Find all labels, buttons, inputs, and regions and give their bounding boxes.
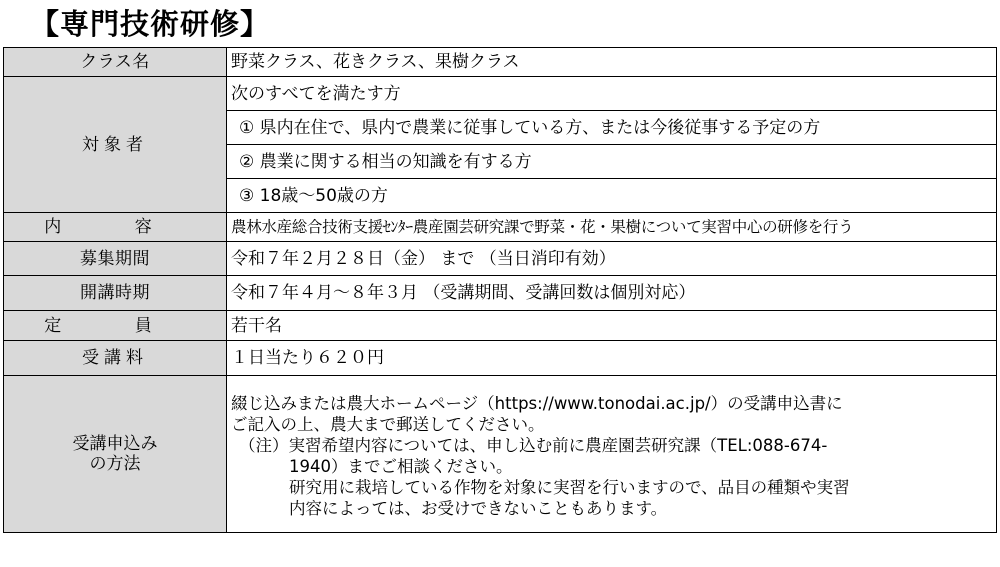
apply-note-line-4: 内容によっては、お受けできないこともあります。 xyxy=(289,499,668,518)
label-apply-line-2: の方法 xyxy=(89,454,141,474)
table-row-capacity xyxy=(4,311,997,341)
apply-note-line-2: 1940）までご相談ください。 xyxy=(289,457,513,476)
target-intro: 次のすべてを満たす方 xyxy=(227,77,997,111)
target-item-1: ① 県内在住で、県内で農業に従事している方、または今後従事する予定の方 xyxy=(227,111,997,145)
apply-line-1: 綴じ込みまたは農大ホームページ（https://www.tonodai.ac.jp/）の受講申込書に xyxy=(231,394,843,413)
page-title: 【専門技術研修】 xyxy=(30,7,271,41)
label-capacity: 定 員 xyxy=(4,311,227,341)
training-info-table xyxy=(3,47,997,533)
target-item-3: ③ 18歳～50歳の方 xyxy=(227,179,997,213)
value-apply-method xyxy=(227,376,997,533)
apply-note-line-1: （注）実習希望内容については、申し込む前に農産園芸研究課（TEL:088-674- xyxy=(239,436,828,455)
value-fee: １日当たり６２０円 xyxy=(227,341,997,376)
table-row-fee xyxy=(4,341,997,376)
table-row-content xyxy=(4,213,997,242)
table-row-recruit xyxy=(4,242,997,276)
table-row-target xyxy=(4,77,997,111)
value-content: 農林水産総合技術支援ｾﾝﾀｰ農産園芸研究課で野菜・花・果樹について実習中心の研修を行う xyxy=(227,213,997,242)
label-apply-line-1: 受講申込み xyxy=(72,434,158,454)
value-recruit-period: 令和７年２月２８日（金） まで （当日消印有効） xyxy=(227,242,997,276)
table-row-class xyxy=(4,48,997,77)
target-item-2: ② 農業に関する相当の知識を有する方 xyxy=(227,145,997,179)
label-class-name: クラス名 xyxy=(4,48,227,77)
table-row-period xyxy=(4,276,997,311)
table-row-apply xyxy=(4,376,997,533)
label-content: 内 容 xyxy=(4,213,227,242)
apply-note-line-3: 研究用に栽培している作物を対象に実習を行いますので、品目の種類や実習 xyxy=(289,478,850,497)
label-apply-method xyxy=(4,376,227,533)
value-capacity: 若干名 xyxy=(227,311,997,341)
label-recruit-period: 募集期間 xyxy=(4,242,227,276)
value-course-period: 令和７年４月～８年３月 （受講期間、受講回数は個別対応） xyxy=(227,276,997,311)
label-fee: 受講料 xyxy=(4,341,227,376)
value-class-name: 野菜クラス、花きクラス、果樹クラス xyxy=(227,48,997,77)
label-course-period: 開講時期 xyxy=(4,276,227,311)
apply-line-2: ご記入の上、農大まで郵送してください。 xyxy=(231,415,545,434)
label-target: 対象者 xyxy=(4,77,227,213)
